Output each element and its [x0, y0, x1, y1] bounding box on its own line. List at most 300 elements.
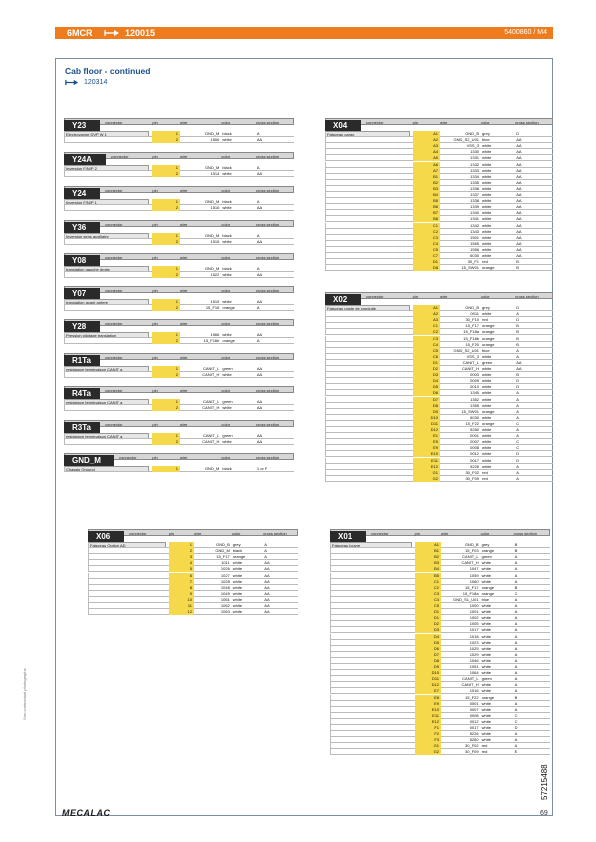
color-cell: black: [222, 199, 232, 204]
connector-name: X06: [88, 531, 124, 543]
cross-section-cell: A: [256, 266, 260, 271]
color-cell: orange: [482, 408, 495, 414]
pin-cell: G2: [413, 476, 440, 482]
column-label-cross: cross section: [255, 222, 280, 227]
wire-cell: 15_F18a: [463, 329, 480, 335]
table-row: [64, 466, 294, 472]
cross-section-cell: A: [514, 560, 518, 566]
cross-section-cell: A: [514, 554, 518, 560]
cross-section-cell: A: [516, 408, 519, 414]
color-cell: white: [481, 615, 491, 621]
column-label-pin: pin: [152, 222, 158, 227]
pin-cell: 6: [169, 573, 194, 579]
cross-section-cell: A: [516, 433, 519, 439]
cross-section-cell: AA: [516, 149, 522, 155]
color-cell: white: [482, 155, 492, 161]
wire-cell: 1340: [470, 210, 480, 216]
wire-cell: 1048: [220, 584, 230, 590]
column-label-wire: wire: [441, 531, 449, 536]
cross-section-cell: A: [264, 542, 267, 547]
wire-cell: 1343: [470, 228, 480, 234]
color-cell: white: [482, 198, 492, 204]
wire-cell: 1026: [220, 566, 230, 572]
pin-cell: 11: [169, 603, 194, 609]
cross-section-cell: A: [516, 396, 519, 402]
connector-description: Electrovanne DVP W 1: [64, 131, 149, 137]
cross-section-cell: AA: [516, 185, 522, 191]
cross-section-cell: AA: [256, 171, 263, 177]
cross-section-cell: C: [514, 590, 518, 596]
pin-cell: B5: [415, 573, 441, 579]
wire-cell: VSS_3: [466, 353, 480, 359]
color-cell: white: [222, 405, 232, 411]
color-cell: white: [481, 609, 491, 615]
color-cell: white: [482, 414, 492, 420]
wire-cell: 0011: [470, 311, 480, 317]
wire-cell: 5226: [470, 463, 480, 469]
column-label-connector: connector: [105, 255, 123, 260]
pin-cell: D2: [415, 621, 441, 627]
pin-cell: G2: [415, 749, 441, 755]
connector-description: resistance terminaison CANIT a: [64, 366, 149, 372]
pin-cell: C5: [413, 247, 440, 253]
cross-section-cell: AA: [516, 198, 522, 204]
wire-cell: 1335: [470, 179, 480, 185]
color-cell: green: [481, 554, 492, 560]
cross-section-cell: A: [256, 131, 260, 136]
cross-section-cell: A: [514, 743, 518, 749]
color-cell: white: [482, 167, 492, 173]
cross-section-cell: AA: [516, 366, 522, 371]
color-cell: white: [482, 216, 492, 222]
pin-cell: 2: [152, 272, 180, 278]
wire-cell: 0017: [470, 457, 480, 463]
color-cell: white: [482, 173, 492, 179]
cross-section-cell: AA: [516, 155, 522, 161]
pin-cell: A3: [413, 317, 440, 323]
color-cell: blue: [481, 596, 490, 602]
color-cell: white: [481, 657, 491, 663]
wire-cell: 30_F09: [465, 749, 479, 755]
pin-cell: 1: [152, 332, 180, 338]
color-cell: red: [481, 743, 488, 749]
pin-cell: 4: [169, 560, 194, 566]
cross-section-cell: AA: [256, 399, 263, 404]
column-label-pin: pin: [152, 154, 158, 159]
cross-section-cell: AA: [264, 578, 270, 584]
cross-section-cell: AA: [256, 439, 263, 445]
pin-cell: E9: [413, 445, 440, 451]
cross-section-cell: A: [516, 414, 519, 420]
wire-cell: CANIT_H: [461, 560, 479, 566]
column-label-color: color: [221, 388, 231, 393]
column-label-color: color: [231, 531, 241, 536]
cross-section-cell: A: [516, 390, 519, 396]
cross-section-cell: E: [514, 749, 518, 755]
pin-cell: 2: [152, 439, 180, 445]
wire-cell: 1341: [470, 216, 480, 222]
pin-cell: E9: [415, 701, 441, 707]
wire-cell: GND_B: [465, 305, 480, 310]
connector-name: X04: [325, 120, 361, 132]
column-label-pin: pin: [152, 288, 158, 293]
color-cell: red: [482, 475, 488, 481]
wire-cell: 15_F22: [465, 694, 479, 700]
cross-section-cell: AA: [256, 372, 263, 378]
color-cell: white: [481, 560, 491, 566]
column-label-cross: cross section: [255, 120, 280, 125]
wire-cell: 1027: [220, 572, 230, 578]
wire-cell: CANIT_L: [202, 399, 220, 404]
pin-cell: D8: [413, 265, 440, 271]
color-cell: white: [481, 566, 491, 572]
wire-cell: GND_B: [465, 131, 480, 136]
pin-cell: 2: [152, 338, 180, 344]
column-label-pin: pin: [414, 531, 420, 536]
cross-section-cell: AA: [516, 210, 522, 216]
pin-cell: F1: [415, 725, 441, 731]
color-cell: white: [222, 272, 232, 278]
cross-section-cell: A: [514, 670, 518, 676]
column-label-connector: connector: [366, 294, 384, 299]
color-cell: orange: [482, 329, 495, 335]
pin-cell: C4: [413, 241, 440, 247]
cross-section-cell: AA: [516, 173, 522, 179]
cross-section-cell: A: [256, 305, 260, 311]
wire-cell: 1506: [210, 137, 220, 143]
color-cell: white: [481, 706, 491, 712]
pin-cell: A7: [413, 168, 440, 174]
wire-cell: GND_M: [204, 131, 220, 136]
wire-cell: GND_S1_U01: [453, 596, 479, 602]
pin-cell: D7: [415, 652, 441, 658]
cross-section-cell: AA: [516, 137, 522, 143]
column-label-cross: cross section: [255, 321, 280, 326]
color-cell: white: [481, 700, 491, 706]
cross-section-cell: AA: [256, 137, 263, 143]
section-title: Cab floor - continued: [65, 66, 151, 76]
cross-section-cell: D: [516, 317, 520, 323]
connector-description: Inversion F/N/P 1: [64, 199, 149, 205]
code-label: 120015: [125, 28, 156, 38]
connector-description: Pression pilotage translation: [64, 332, 149, 338]
column-label-color: color: [221, 188, 231, 193]
wire-cell: 5226: [469, 731, 479, 737]
wire-cell: 1342: [470, 222, 480, 228]
cross-section-cell: A: [514, 572, 518, 578]
arrow-icon: [65, 79, 79, 86]
color-cell: white: [482, 427, 492, 432]
pin-cell: 1: [152, 266, 180, 272]
cross-section-cell: A: [514, 596, 518, 602]
color-cell: white: [482, 161, 492, 167]
cross-section-cell: D: [516, 378, 520, 384]
color-cell: red: [482, 469, 488, 475]
column-label-cross: cross section: [255, 188, 280, 193]
column-label-connector: connector: [119, 455, 137, 460]
pin-cell: C2: [415, 585, 441, 591]
cross-section-cell: A: [514, 603, 518, 608]
color-cell: white: [482, 402, 492, 408]
pin-cell: C5: [415, 603, 441, 609]
column-label-pin: pin: [152, 422, 158, 427]
color-cell: orange: [222, 305, 235, 311]
connector-name: Y28: [64, 321, 100, 333]
cross-section-cell: AA: [516, 216, 522, 222]
cross-section-cell: AA: [516, 222, 522, 228]
column-label-color: color: [221, 288, 231, 293]
color-cell: orange: [482, 323, 495, 329]
color-cell: white: [482, 185, 492, 191]
cross-section-cell: A: [516, 463, 519, 469]
cross-section-cell: A: [514, 688, 518, 694]
cross-section-cell: B: [516, 335, 519, 341]
column-label-wire: wire: [180, 154, 188, 159]
column-label-connector: connector: [105, 120, 123, 125]
cross-section-cell: A: [516, 475, 519, 481]
cross-section-cell: C: [514, 718, 518, 724]
column-label-wire: wire: [180, 455, 188, 460]
pin-cell: 8: [169, 585, 194, 591]
pin-cell: 2: [152, 205, 180, 211]
wire-cell: 15_F17: [216, 554, 230, 560]
column-label-color: color: [481, 120, 490, 125]
column-label-color: color: [480, 531, 490, 536]
pin-cell: A1: [415, 542, 441, 548]
color-cell: white: [232, 572, 243, 578]
wire-cell: 15_F22: [465, 420, 480, 426]
color-cell: white: [482, 384, 492, 390]
pin-cell: E12: [413, 464, 440, 470]
page-number: 69: [540, 810, 548, 817]
connector-name: Y08: [64, 255, 100, 267]
color-cell: white: [482, 222, 492, 228]
pin-cell: C1: [413, 223, 440, 229]
cross-section-cell: A: [256, 165, 260, 170]
column-label-cross: cross section: [255, 455, 280, 460]
cross-section-cell: A: [516, 469, 519, 475]
pin-cell: A6: [413, 162, 440, 168]
cross-section-cell: A: [514, 609, 518, 615]
pin-cell: 12: [169, 609, 194, 615]
cross-section-cell: B: [516, 323, 519, 329]
wire-cell: 1061: [220, 596, 230, 602]
column-label-pin: pin: [152, 388, 158, 393]
pin-cell: D4: [415, 634, 441, 640]
wire-cell: GND_B: [216, 542, 230, 547]
connector-description: translation gauche droite: [64, 266, 149, 272]
wire-cell: 1046: [469, 657, 479, 663]
cross-section-cell: B: [514, 584, 518, 590]
cross-section-cell: C: [516, 445, 520, 451]
color-cell: white: [222, 171, 232, 177]
cross-section-cell: B: [516, 265, 519, 271]
color-cell: white: [482, 433, 492, 439]
pin-cell: 9: [169, 591, 194, 597]
wire-cell: CANIT_H: [461, 366, 480, 371]
model-label: 6MCR: [67, 28, 93, 38]
pin-cell: C1: [413, 323, 440, 329]
pin-cell: E5: [413, 439, 440, 445]
pin-cell: C1: [415, 579, 441, 585]
cross-section-cell: AA: [264, 584, 270, 590]
color-cell: orange: [481, 694, 495, 700]
column-label-pin: pin: [152, 120, 158, 125]
wire-cell: 1515: [210, 239, 220, 245]
wire-cell: VSS_3: [466, 143, 480, 149]
color-cell: orange: [482, 341, 495, 347]
cross-section-cell: D: [516, 457, 520, 463]
pin-cell: D1: [415, 615, 441, 621]
pin-cell: A5: [413, 155, 440, 161]
wire-cell: 1522: [210, 272, 220, 278]
wire-cell: 1002: [469, 615, 479, 621]
pin-cell: 1: [152, 366, 180, 372]
color-cell: orange: [482, 335, 495, 341]
wire-cell: 1355: [470, 402, 480, 408]
pin-cell: B2: [413, 180, 440, 186]
color-cell: white: [482, 246, 492, 252]
pin-cell: A1: [413, 131, 440, 137]
color-cell: white: [232, 590, 243, 596]
color-cell: black: [232, 548, 243, 554]
column-label-cross: cross section: [263, 531, 287, 536]
wire-cell: 1016: [469, 688, 479, 694]
column-label-pin: pin: [412, 120, 418, 125]
document-code: 57215488: [540, 764, 549, 800]
pin-cell: D3: [413, 372, 440, 378]
wire-cell: CANIT_L: [462, 359, 480, 365]
wire-cell: 15_F20: [465, 341, 480, 347]
cross-section-cell: A: [514, 737, 518, 743]
column-label-color: color: [221, 222, 231, 227]
connector-description: Faisceau louvre: [330, 542, 412, 548]
cross-section-cell: D: [516, 131, 520, 136]
pin-cell: 2: [152, 305, 180, 311]
cross-section-cell: A: [256, 338, 260, 344]
table-row: [330, 749, 550, 755]
pin-cell: D5: [413, 384, 440, 390]
column-label-wire: wire: [180, 222, 188, 227]
connector-description: resistance terminaison CANIT a: [64, 399, 149, 405]
color-cell: white: [482, 463, 492, 469]
color-cell: white: [482, 372, 492, 378]
table-row: [64, 338, 294, 344]
color-cell: black: [222, 466, 232, 471]
pin-cell: B2: [415, 554, 441, 560]
wire-cell: 5260: [469, 737, 479, 743]
pin-cell: D4: [413, 378, 440, 384]
connector-name: Y24: [64, 188, 100, 200]
wire-cell: 0017: [469, 725, 479, 730]
pin-cell: G1: [415, 743, 441, 749]
pin-cell: 5: [169, 566, 194, 572]
column-label-color: color: [221, 255, 231, 260]
color-cell: white: [232, 566, 243, 572]
column-label-pin: pin: [412, 294, 418, 299]
connector-name: R4Ta: [64, 388, 100, 400]
wire-cell: 1352: [470, 396, 480, 402]
wire-cell: CANIT_L: [462, 554, 479, 560]
connector-name: Y23: [64, 120, 100, 132]
cross-section-cell: A: [514, 633, 518, 639]
connector-description: Faisceau poste de conduite: [325, 305, 410, 311]
wire-cell: 0012: [469, 718, 479, 724]
color-cell: black: [222, 131, 232, 136]
pin-cell: D1: [413, 259, 440, 265]
pin-cell: D10: [415, 670, 441, 676]
cross-section-cell: AA: [516, 179, 522, 185]
color-cell: white: [482, 240, 492, 246]
wire-cell: 1011: [221, 560, 230, 566]
pin-cell: D12: [413, 427, 440, 433]
cross-section-cell: B: [516, 259, 519, 265]
color-cell: white: [222, 299, 232, 304]
cross-section-cell: AA: [264, 603, 270, 608]
cross-section-cell: A: [516, 353, 519, 359]
cross-section-cell: D: [514, 725, 518, 730]
color-cell: white: [482, 451, 492, 457]
wire-cell: 15_F16: [205, 305, 220, 311]
pin-cell: E10: [413, 451, 440, 457]
column-label-connector: connector: [129, 531, 147, 536]
pin-cell: D6: [415, 646, 441, 652]
color-cell: white: [232, 603, 243, 608]
column-label-color: color: [221, 455, 231, 460]
color-cell: white: [482, 179, 492, 185]
wire-cell: 15_F16b: [203, 338, 220, 344]
cross-section-cell: A: [516, 402, 519, 408]
column-label-cross: cross section: [513, 531, 537, 536]
wire-cell: 15_F17: [465, 323, 480, 329]
color-cell: white: [482, 311, 492, 317]
wire-cell: GND_M: [204, 466, 220, 471]
color-cell: white: [481, 633, 491, 639]
wire-cell: 1501: [470, 234, 480, 240]
color-cell: white: [222, 332, 232, 337]
cross-section-cell: B: [516, 329, 519, 335]
column-label-pin: pin: [152, 321, 158, 326]
color-cell: white: [481, 712, 491, 718]
wire-cell: 15_F17: [465, 584, 479, 590]
color-cell: white: [481, 572, 491, 578]
color-cell: white: [222, 372, 232, 378]
color-cell: white: [482, 353, 492, 359]
pin-cell: 1: [152, 399, 180, 405]
wire-cell: 1047: [469, 566, 479, 572]
column-label-color: color: [221, 120, 231, 125]
column-label-cross: cross section: [255, 288, 280, 293]
column-label-wire: wire: [180, 321, 188, 326]
wire-cell: 30_F1: [467, 259, 480, 265]
color-cell: green: [482, 359, 493, 365]
pin-cell: E12: [415, 719, 441, 725]
color-cell: orange: [222, 338, 235, 344]
arrow-icon: [104, 29, 120, 37]
color-cell: white: [481, 603, 491, 608]
pin-cell: F3: [415, 737, 441, 743]
column-label-pin: pin: [152, 255, 158, 260]
table-row: [64, 272, 294, 278]
pin-cell: E10: [415, 707, 441, 713]
wire-cell: 15_F03: [465, 548, 479, 554]
pin-cell: G1: [413, 470, 440, 476]
column-label-wire: wire: [194, 531, 202, 536]
color-cell: grey: [232, 542, 241, 547]
wire-cell: 1060: [469, 578, 479, 584]
color-cell: white: [482, 457, 492, 463]
wire-cell: 1514: [210, 171, 220, 177]
